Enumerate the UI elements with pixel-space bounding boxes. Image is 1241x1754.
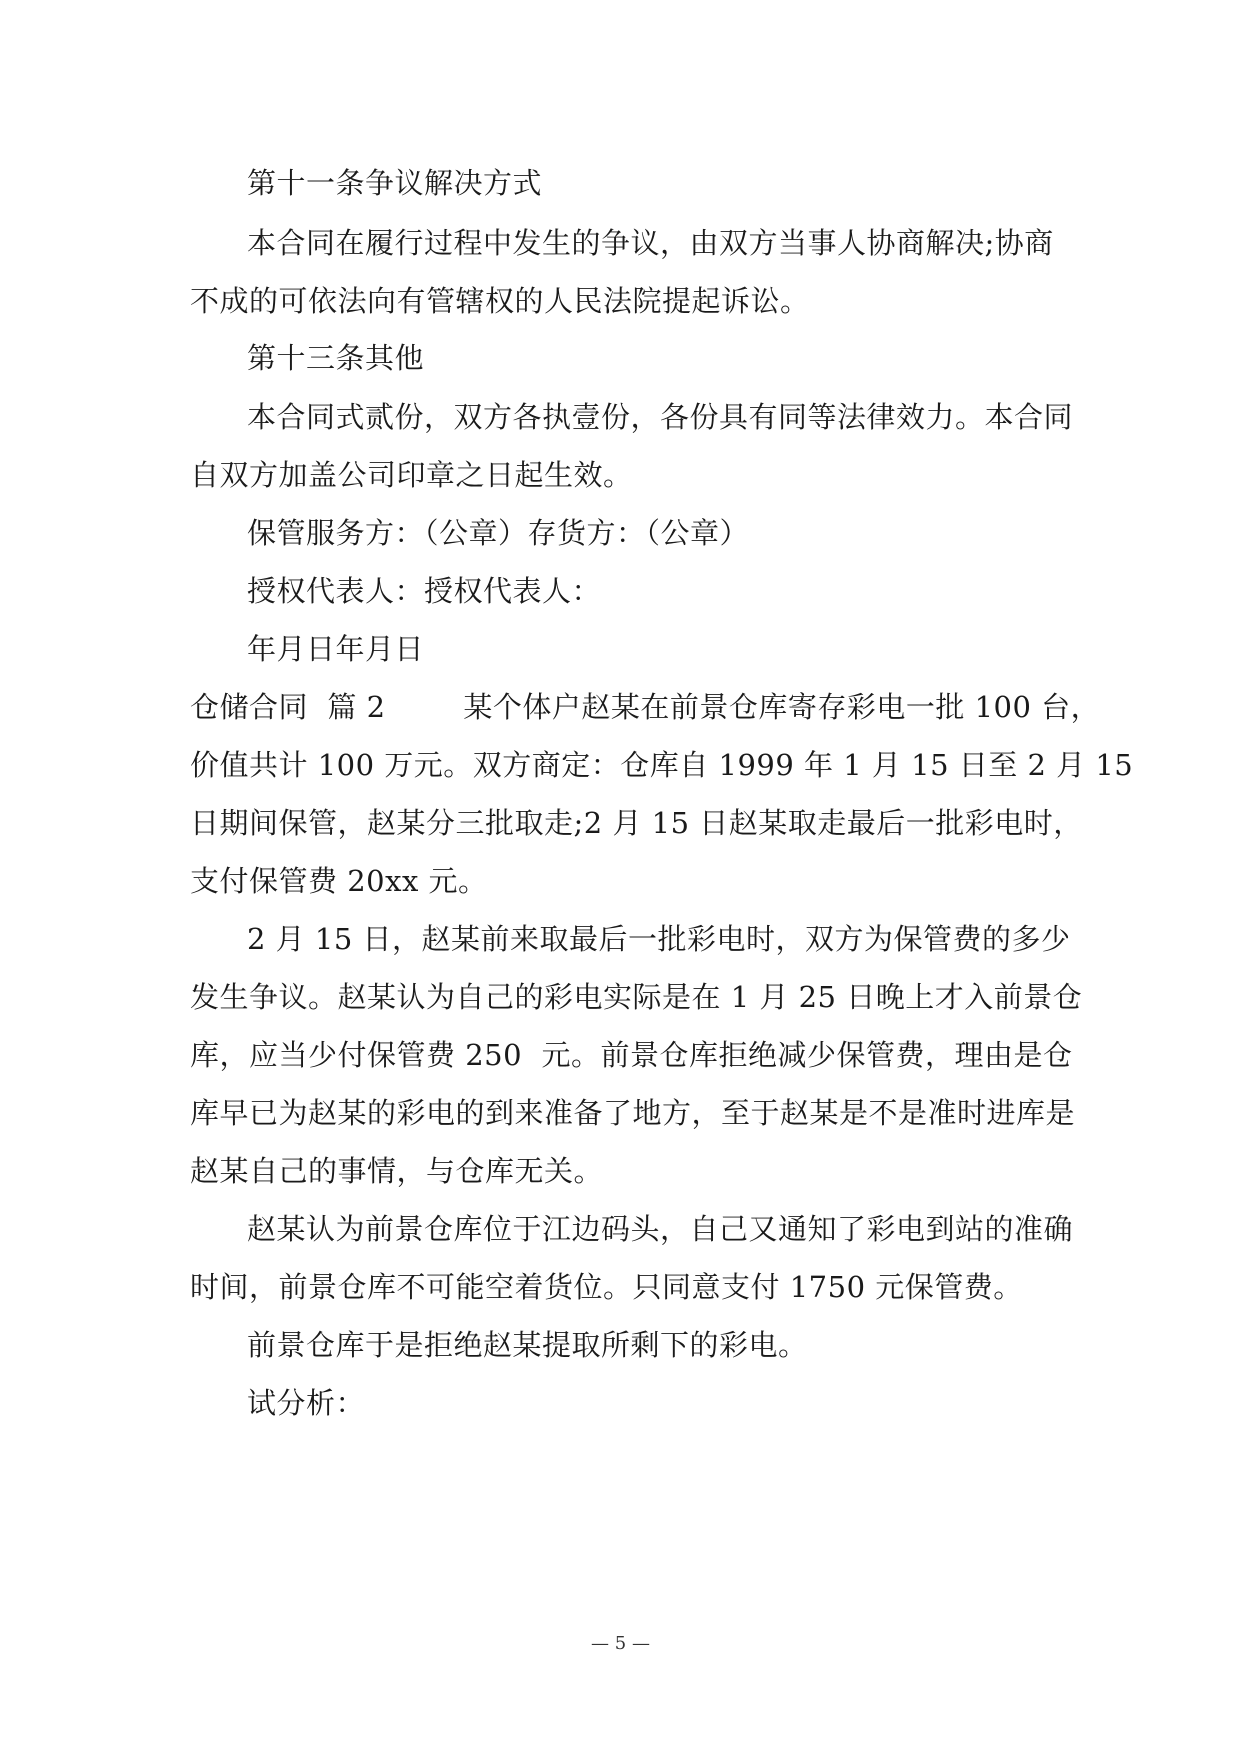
body-text-line: 赵某自己的事情，与仓库无关。 <box>190 1154 604 1188</box>
body-text-line: 时间，前景仓库不可能空着货位。只同意支付 1750 元保管费。 <box>190 1270 1023 1304</box>
body-text-line: 日期间保管，赵某分三批取走;2 月 15 日赵某取走最后一批彩电时， <box>190 806 1083 840</box>
body-text-line: 赵某认为前景仓库位于江边码头，自己又通知了彩电到站的准确 <box>247 1212 1074 1246</box>
body-text-line: 库，应当少付保管费 250 元。前景仓库拒绝减少保管费，理由是仓 <box>190 1038 1073 1072</box>
body-text-line: 前景仓库于是拒绝赵某提取所剩下的彩电。 <box>247 1328 808 1362</box>
authorized-representative-line: 授权代表人：授权代表人： <box>247 574 602 608</box>
clause-13-heading: 第十三条其他 <box>247 341 425 375</box>
body-text-line: 自双方加盖公司印章之日起生效。 <box>190 458 633 492</box>
body-text-line: 本合同在履行过程中发生的争议，由双方当事人协商解决;协商 <box>247 226 1054 260</box>
signature-parties-line: 保管服务方：（公章）存货方：（公章） <box>247 516 750 550</box>
section-title-line: 仓储合同 篇 2 某个体户赵某在前景仓库寄存彩电一批 100 台， <box>190 690 1101 724</box>
body-text-line: 价值共计 100 万元。双方商定：仓库自 1999 年 1 月 15 日至 2 月 15 <box>190 748 1134 782</box>
clause-11-heading: 第十一条争议解决方式 <box>247 166 543 200</box>
body-text-line: 支付保管费 20xx 元。 <box>190 864 488 898</box>
body-text-line: 本合同式贰份，双方各执壹份，各份具有同等法律效力。本合同 <box>247 400 1074 434</box>
page-number: — 5 — <box>591 1633 650 1654</box>
body-text-line: 发生争议。赵某认为自己的彩电实际是在 1 月 25 日晚上才入前景仓 <box>190 980 1083 1014</box>
date-line: 年月日年月日 <box>247 632 425 666</box>
body-text-line: 2 月 15 日，赵某前来取最后一批彩电时，双方为保管费的多少 <box>247 922 1071 956</box>
body-text-line: 库早已为赵某的彩电的到来准备了地方，至于赵某是不是准时进库是 <box>190 1096 1076 1130</box>
body-text-line: 不成的可依法向有管辖权的人民法院提起诉讼。 <box>190 284 810 318</box>
question-prompt: 试分析： <box>247 1386 366 1420</box>
